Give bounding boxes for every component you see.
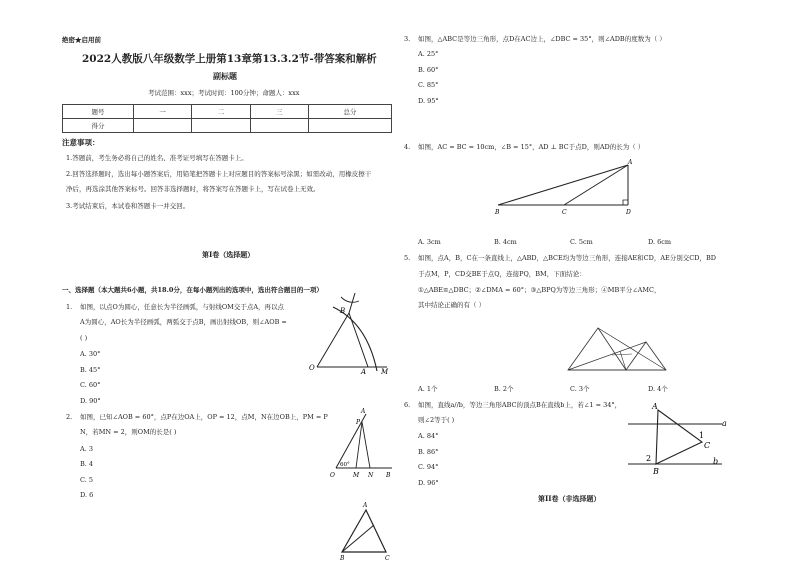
option-b: B. 2个 — [494, 385, 514, 393]
label-b: B — [340, 307, 346, 315]
option-d: D. 4个 — [648, 385, 668, 393]
option-a: A. 3cm — [418, 238, 441, 246]
angle-2-label: 2 — [646, 454, 652, 463]
label-a: A — [363, 502, 368, 509]
question-text: ①△ABE≌△DBC；②∠DMA = 60°；③△BPQ为等边三角形；④MB平分∠AMC， — [418, 286, 661, 294]
label-line-b: b — [713, 457, 719, 466]
secret-label: 绝密★启用前 — [62, 36, 101, 44]
exam-info: 考试范围：xxx；考试时间：100分钟；命题人：xxx — [148, 89, 300, 97]
option-b: B. 60° — [418, 66, 439, 74]
label-a: A — [361, 408, 366, 415]
table-cell: 三 — [250, 105, 308, 119]
label-b: B — [495, 209, 500, 216]
score-table-header-row — [63, 105, 392, 119]
label-a: A — [628, 159, 633, 166]
q4-figure — [492, 155, 638, 217]
question-text: 于点M，P，CD交BE于点Q，连接PQ，BM，下面结论： — [418, 270, 586, 278]
label-a: A — [652, 402, 658, 411]
part1-title: 第I卷（选择题） — [202, 250, 255, 259]
label-n: N — [368, 472, 374, 479]
question-number: 6. — [404, 401, 411, 409]
question-number: 1. — [66, 303, 73, 311]
note-item: 3.考试结束后，本试卷和答题卡一并交回。 — [66, 202, 190, 210]
label-o: O — [309, 364, 315, 372]
label-m: M — [353, 472, 360, 479]
score-table — [62, 104, 392, 133]
label-b: B — [340, 555, 345, 562]
option-d: D. 6 — [80, 491, 94, 499]
question-text: N，若MN = 2，则OM的长是( ) — [80, 428, 177, 436]
option-b: B. 86° — [418, 448, 439, 456]
label-c: C — [385, 555, 390, 562]
angle-label: 60° — [340, 462, 350, 468]
q5-figure — [562, 318, 672, 378]
score-table-score-row — [63, 119, 392, 133]
table-cell: 题号 — [63, 105, 134, 119]
table-cell — [250, 119, 308, 133]
option-c: C. 5 — [80, 476, 94, 484]
table-cell — [192, 119, 250, 133]
question-text: 如图，△ABC是等边三角形，点D在AC边上，∠DBC = 35°，则∠ADB的度数为（ ） — [418, 35, 666, 43]
q1-figure — [305, 283, 397, 378]
q2-figure — [330, 404, 396, 482]
option-c: C. 3个 — [570, 385, 590, 393]
table-cell — [309, 119, 392, 133]
option-c: C. 94° — [418, 463, 439, 471]
page-subtitle: 副标题 — [213, 71, 237, 81]
label-c: C — [562, 209, 567, 216]
option-b: B. 4 — [80, 460, 94, 468]
question-text: 其中结论正确的有（ ） — [418, 301, 486, 309]
option-c: C. 5cm — [570, 238, 593, 246]
option-c: C. 85° — [418, 81, 439, 89]
label-o: O — [330, 472, 335, 479]
notes-heading: 注意事项： — [62, 138, 100, 147]
page-title: 2022人教版八年级数学上册第13章第13.3.2节-带答案和解析 — [82, 53, 377, 65]
option-a: A. 30° — [80, 350, 101, 358]
question-number: 4. — [404, 143, 411, 151]
label-d: D — [626, 209, 631, 216]
question-text: ( ) — [80, 334, 88, 342]
question-number: 5. — [404, 254, 411, 262]
option-b: B. 45° — [80, 366, 101, 374]
section-heading: 一、选择题（本大题共6小题，共18.0分，在每小题列出的选项中，选出符合题目的一项） — [62, 286, 323, 294]
question-text: 如图，点A，B，C在一条直线上，△ABD，△BCE均为等边三角形，连接AE和CD，AE分别交CD，BD — [418, 254, 716, 262]
note-item: 2.回答选择题时，选出每小题答案后，用铅笔把答题卡上对应题目的答案标号涂黑；如需改动，用橡皮擦干 — [66, 170, 372, 178]
question-number: 2. — [66, 413, 73, 421]
note-item: 1.答题前，考生务必将自己的姓名、准考证号填写在答题卡上。 — [66, 154, 248, 162]
note-item: 净后，再选涂其他答案标号。回答非选择题时，将答案写在答题卡上，写在试卷上无效。 — [66, 185, 320, 193]
label-b: B — [386, 472, 391, 479]
table-cell: 二 — [192, 105, 250, 119]
question-text: 如图，以点O为圆心，任意长为半径画弧，与射线OM交于点A，再以点 — [80, 303, 285, 311]
question-text: A为圆心，AO长为半径画弧，两弧交于点B，画出射线OB，则∠AOB = — [80, 318, 287, 326]
label-m: M — [381, 368, 389, 376]
q6-figure — [626, 398, 730, 480]
option-c: C. 60° — [80, 381, 101, 389]
label-line-a: a — [722, 419, 727, 428]
label-b: B — [653, 467, 659, 476]
option-a: A. 25° — [418, 50, 439, 58]
part2-title: 第II卷（非选择题） — [538, 494, 601, 503]
option-a: A. 3 — [80, 445, 93, 453]
option-d: D. 96° — [418, 479, 439, 487]
table-cell — [134, 119, 192, 133]
option-a: A. 84° — [418, 432, 439, 440]
question-text: 如图，AC = BC = 10cm，∠B = 15°，AD ⊥ BC于点D，则AD的长为（ ） — [418, 143, 645, 151]
option-b: B. 4cm — [494, 238, 517, 246]
label-p: P — [356, 419, 361, 426]
option-d: D. 6cm — [648, 238, 672, 246]
question-text: 则∠2等于( ) — [418, 416, 455, 424]
angle-1-label: 1 — [699, 431, 705, 440]
table-cell: 总分 — [309, 105, 392, 119]
table-cell: 一 — [134, 105, 192, 119]
option-d: D. 95° — [418, 97, 439, 105]
question-text: 如图，直线a//b，等边三角形ABC的顶点B在直线b上，若∠1 = 34°， — [418, 401, 622, 409]
question-number: 3. — [404, 35, 411, 43]
label-c: C — [704, 441, 711, 450]
option-a: A. 1个 — [418, 385, 438, 393]
q3-figure — [334, 498, 394, 562]
question-text: 如图，已知∠AOB = 60°，点P在边OA上，OP = 12，点M，N在边OB上，PM = P — [80, 413, 328, 421]
label-a: A — [361, 368, 367, 376]
option-d: D. 90° — [80, 397, 101, 405]
table-cell: 得分 — [63, 119, 134, 133]
